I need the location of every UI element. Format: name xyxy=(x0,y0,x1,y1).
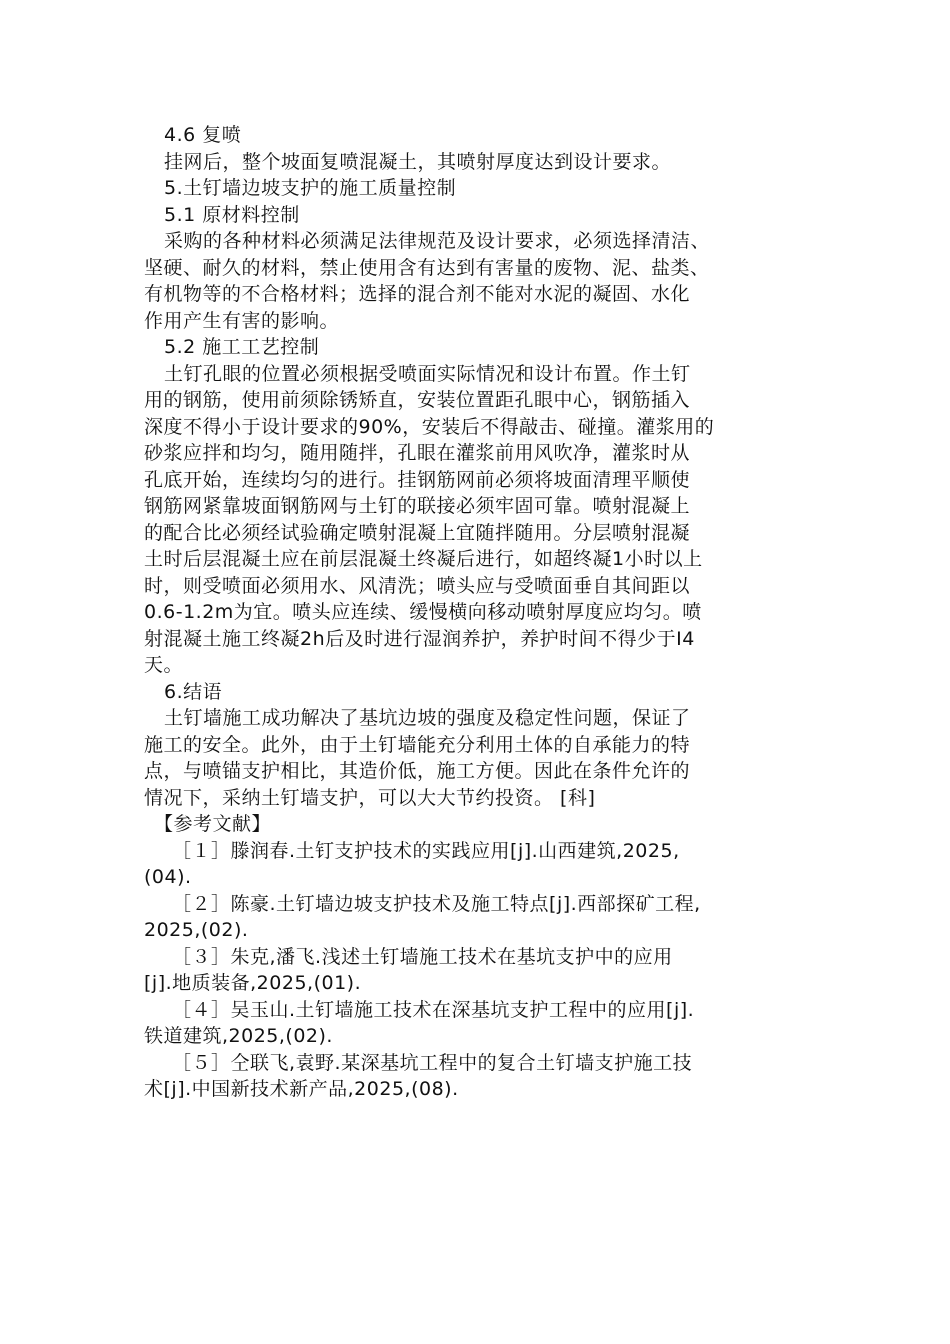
section-heading-5: 5.土钉墙边坡支护的施工质量控制 xyxy=(164,177,457,199)
paragraph-line: 土钉墙施工成功解决了基坑边坡的强度及稳定性问题，保证了 xyxy=(164,707,691,729)
paragraph-line: 作用产生有害的影响。 xyxy=(144,309,340,332)
paragraph-line: 深度不得小于设计要求的90%，安装后不得敲击、碰撞。灌浆用的 xyxy=(144,415,715,438)
paragraph-line: 射混凝土施工终凝2h后及时进行湿润养护，养护时间不得少于I4 xyxy=(144,627,695,650)
section-heading-6: 6.结语 xyxy=(164,680,223,703)
paragraph-line: 天。 xyxy=(144,654,184,676)
paragraph-line: 土时后层混凝土应在前层混凝土终凝后进行，如超终凝1小时以上 xyxy=(144,548,703,570)
paragraph-line: 情况下，采纳土钉墙支护，可以大大节约投资。 [科] xyxy=(144,786,596,809)
document-page xyxy=(144,122,794,1103)
paragraph-line: 孔底开始，连续均匀的进行。挂钢筋网前必须将坡面清理平顺使 xyxy=(144,468,691,491)
paragraph-line: 点，与喷锚支护相比，其造价低，施工方便。因此在条件允许的 xyxy=(144,760,691,782)
paragraph-line: 施工的安全。此外，由于土钉墙能充分利用土体的自承能力的特 xyxy=(144,733,691,756)
paragraph-line: 采购的各种材料必须满足法律规范及设计要求，必须选择清洁、 xyxy=(164,230,711,252)
paragraph-line: 用的钢筋，使用前须除锈矫直，安装位置距孔眼中心，钢筋插入 xyxy=(144,389,691,411)
paragraph-line: 有机物等的不合格材料；选择的混合剂不能对水泥的凝固、水化 xyxy=(144,283,691,305)
section-heading-5-2: 5.2 施工工艺控制 xyxy=(164,336,320,358)
paragraph-line: 坚硬、耐久的材料，禁止使用含有达到有害量的废物、泥、盐类、 xyxy=(144,256,710,279)
paragraph-line: 挂网后，整个坡面复喷混凝土，其喷射厚度达到设计要求。 xyxy=(164,150,672,173)
reference-item-4-cont: 铁道建筑,2025,(02). xyxy=(144,1025,333,1047)
reference-item-5-cont: 术[j].中国新技术新产品,2025,(08). xyxy=(144,1078,459,1100)
paragraph-line: 时，则受喷面必须用水、风清洗；喷头应与受喷面垂自其间距以 xyxy=(144,574,691,597)
reference-item-4: ［４］吴玉山.土钉墙施工技术在深基坑支护工程中的应用[j]. xyxy=(172,998,695,1021)
reference-item-1-cont: (04). xyxy=(144,866,192,888)
reference-item-2: ［２］陈豪.土钉墙边坡支护技术及施工特点[j].西部探矿工程, xyxy=(172,892,701,915)
section-heading-5-1: 5.1 原材料控制 xyxy=(164,203,300,226)
references-title: 【参考文献】 xyxy=(154,813,272,835)
paragraph-line: 土钉孔眼的位置必须根据受喷面实际情况和设计布置。作土钉 xyxy=(164,362,691,385)
paragraph-line: 砂浆应拌和均匀，随用随拌，孔眼在灌浆前用风吹净，灌浆时从 xyxy=(144,442,691,464)
reference-item-1: ［１］滕润春.土钉支护技术的实践应用[j].山西建筑,2025, xyxy=(172,839,680,862)
reference-item-2-cont: 2025,(02). xyxy=(144,919,249,941)
paragraph-line: 的配合比必须经试验确定喷射混凝上宜随拌随用。分层喷射混凝 xyxy=(144,521,691,544)
reference-item-5: ［５］仝联飞,袁野.某深基坑工程中的复合土钉墙支护施工技 xyxy=(172,1051,693,1074)
reference-item-3-cont: [j].地质装备,2025,(01). xyxy=(144,972,362,994)
paragraph-line: 0.6-1.2m为宜。喷头应连续、缓慢横向移动喷射厚度应均匀。喷 xyxy=(144,601,702,623)
section-heading-4-6: 4.6 复喷 xyxy=(164,124,242,146)
reference-item-3: ［３］朱克,潘飞.浅述土钉墙施工技术在基坑支护中的应用 xyxy=(172,945,673,968)
paragraph-line: 钢筋网紧靠坡面钢筋网与土钉的联接必须牢固可靠。喷射混凝上 xyxy=(144,495,691,517)
